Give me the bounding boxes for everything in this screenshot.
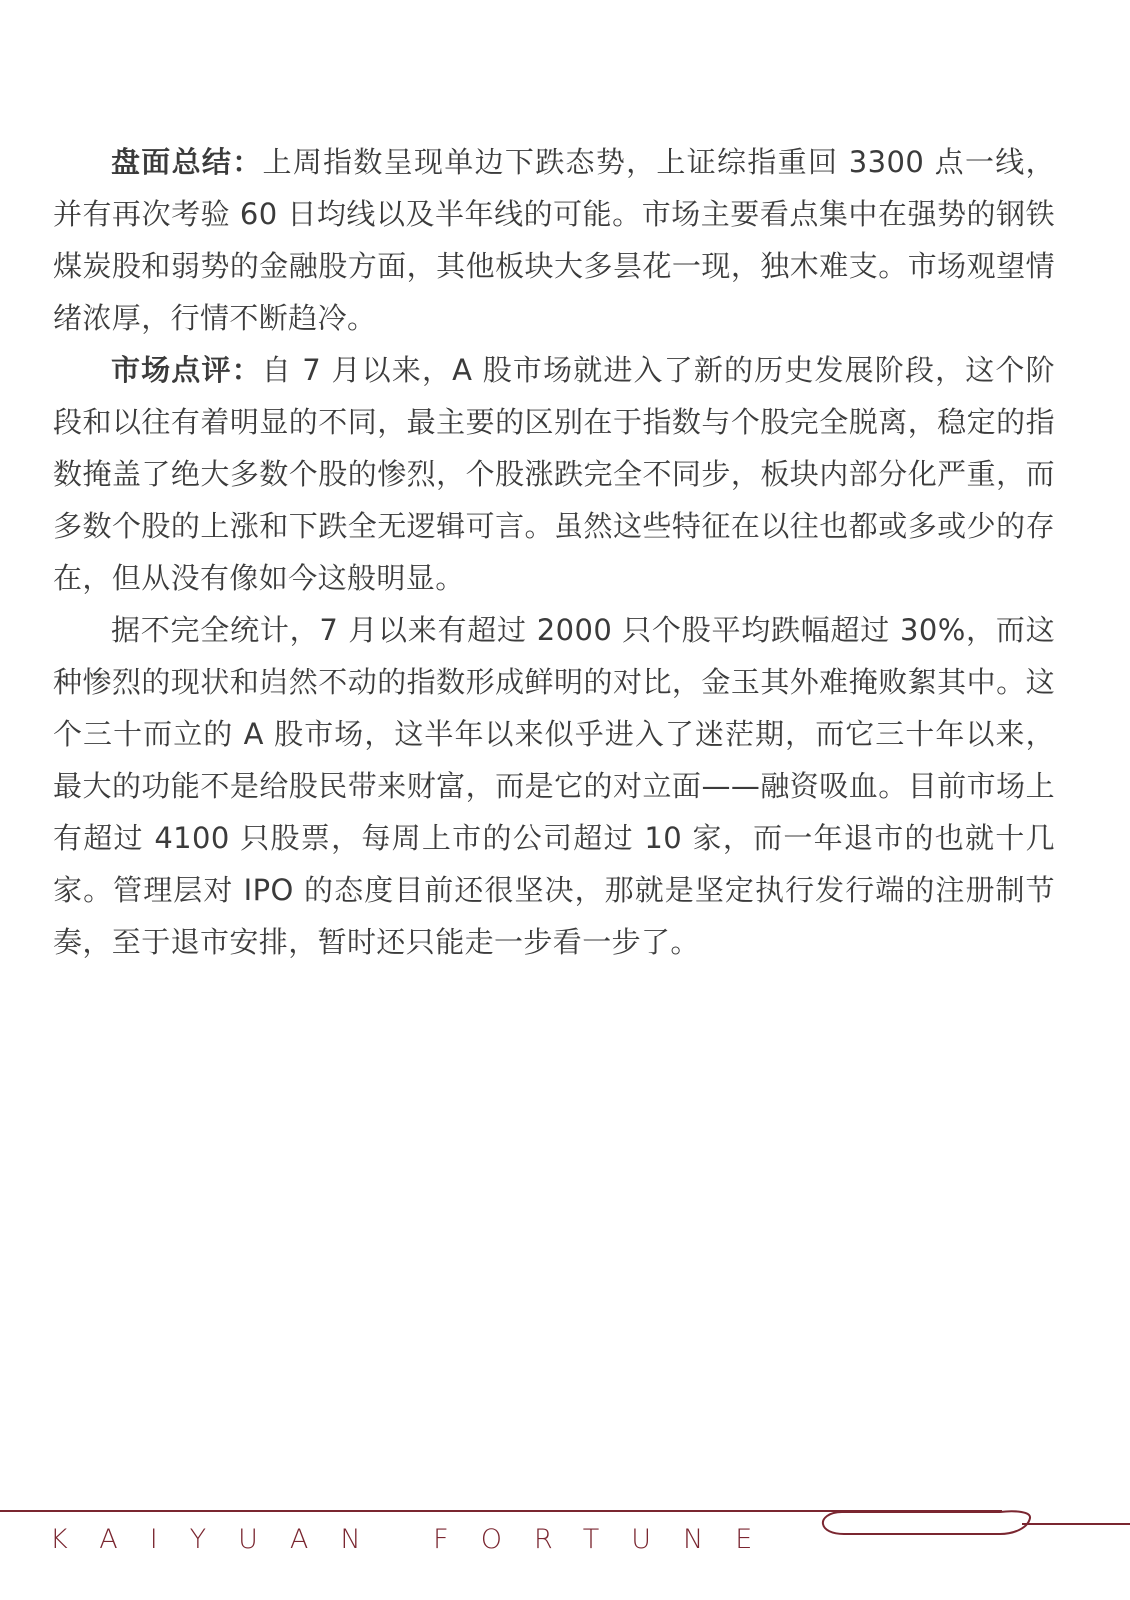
paragraph-text: 自 7 月以来，A 股市场就进入了新的历史发展阶段，这个阶段和以往有着明显的不同，最主要的区别在于指数与个股完全脱离，稳定的指数掩盖了绝大多数个股的惨烈，个股涨跌完全不同步，板块内部分化严重，而多数个股的上涨和下跌全无逻辑可言。虽然这些特征在以往也都或多或少的存在，但从没有像如今这般明显。: [53, 353, 1055, 595]
paragraph-statistics: [53, 604, 1055, 968]
brand-wordmark: KAIYUAN FORTUNE: [50, 1524, 785, 1555]
article-body: [53, 136, 1055, 968]
paragraph-lead: 市场点评：: [111, 353, 262, 387]
paragraph-text: 据不完全统计，7 月以来有超过 2000 只个股平均跌幅超过 30%，而这种惨烈的现状和岿然不动的指数形成鲜明的对比，金玉其外难掩败絮其中。这个三十而立的 A 股市场，这半年以来似乎进入了迷茫期，而它三十年以来，最大的功能不是给股民带来财富，而是它的对立面——融资吸血。目前市场上有超过 4100 只股票，每周上市的公司超过 10 家，而一年退市的也就十几家。管理层对 IPO 的态度目前还很坚决，那就是坚定执行发行端的注册制节奏，至于退市安排，暂时还只能走一步看一步了。: [53, 613, 1055, 959]
paragraph-text: 上周指数呈现单边下跌态势，上证综指重回 3300 点一线，并有再次考验 60 日均线以及半年线的可能。市场主要看点集中在强势的钢铁煤炭股和弱势的金融股方面，其他板块大多昙花一现，独木难支。市场观望情绪浓厚，行情不断趋冷。: [53, 145, 1055, 335]
brand-swoosh-icon: [820, 1498, 1130, 1558]
paragraph-lead: 盘面总结：: [111, 145, 263, 179]
paragraph-market-summary: [53, 136, 1055, 344]
page-footer: [0, 1498, 1130, 1588]
paragraph-market-comment: [53, 344, 1055, 604]
